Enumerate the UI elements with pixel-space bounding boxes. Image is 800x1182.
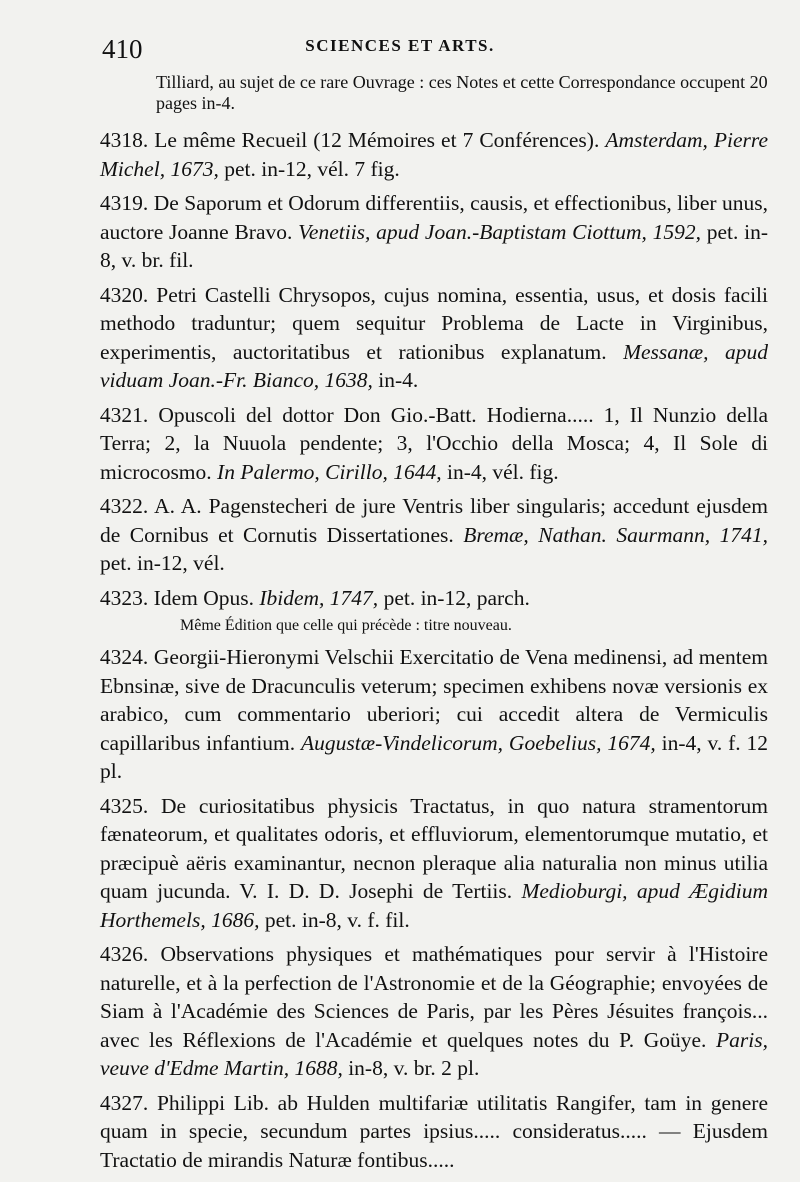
entry-number: 4324. xyxy=(99,645,149,669)
catalogue-entry xyxy=(100,792,768,935)
entry-title: De curiositatibus physicis Tractatus, in quo natura stramentorum fænateorum, et qualitates odoris, et effluviorum, elementorumque mutatio, et præcipuè aëris examinantur, necnon pleraque alia naturalia non minus utilia quam jucunda. V. I. D. D. Josephi de Tertiis. xyxy=(100,793,768,903)
catalogue-entry xyxy=(100,492,768,578)
entry-imprint: Paris, veuve d'Edme Martin, 1688, xyxy=(100,1027,768,1080)
entry-number: 4325. xyxy=(99,793,149,818)
entry-number: 4327. xyxy=(99,1090,149,1115)
entry-format: pet. in-12, parch. xyxy=(383,585,530,610)
entry-imprint: In Palermo, Cirillo, 1644, xyxy=(217,459,442,484)
catalogue-entry xyxy=(100,281,768,395)
catalogue-entry xyxy=(100,584,768,613)
page-number: 410 xyxy=(102,34,143,64)
catalogue-entry xyxy=(100,1089,768,1175)
entry-format: in-4. xyxy=(378,368,419,392)
catalogue-entries xyxy=(100,126,768,1174)
catalogue-entry xyxy=(100,126,768,183)
entry-imprint: Amsterdam, Pierre Michel, 1673, xyxy=(100,128,768,181)
catalogue-entry xyxy=(100,643,768,786)
entry-title: De Saporum et Odorum differentiis, causis, et effectionibus, liber unus, auctore Joanne Bravo. xyxy=(100,191,768,244)
entry-number: 4326. xyxy=(99,942,149,966)
entry-note: Même Édition que celle qui précède : titre nouveau. xyxy=(180,617,512,634)
entry-format: in-8, v. br. 2 pl. xyxy=(348,1056,480,1080)
entry-title: Observations physiques et mathématiques pour servir à l'Histoire naturelle, et à la perfection de l'Astronomie et de la Géographie; envoyées de Siam à l'Académie des Sciences de Paris, par les Pères Jésuites françois... avec les Réflexions de l'Académie et quelques notes du P. Goüye. xyxy=(100,942,768,1052)
entry-imprint: Augustæ-Vindelicorum, Goebelius, 1674, xyxy=(301,730,656,755)
entry-title: Le même Recueil (12 Mémoires et 7 Conférences). xyxy=(154,128,600,152)
entry-title: Idem Opus. xyxy=(153,585,254,610)
running-head: SCIENCES ET ARTS. xyxy=(305,36,495,55)
entry-imprint: Medioburgi, apud Ægidium Horthemels, 1686, xyxy=(100,879,769,932)
entry-format: pet. in-12, vél. 7 fig. xyxy=(224,156,400,181)
entry-format: pet. in-8, v. br. fil. xyxy=(100,219,769,272)
entry-imprint: Venetiis, apud Joan.-Baptistam Ciottum, 1592, xyxy=(298,219,701,244)
entry-imprint: Messanæ, apud viduam Joan.-Fr. Bianco, 1638, xyxy=(100,339,769,392)
entry-number: 4322. xyxy=(99,494,149,518)
entry-imprint: Bremæ, Nathan. Saurmann, 1741, xyxy=(463,522,768,547)
entry-number: 4321. xyxy=(99,402,149,427)
page-body xyxy=(100,66,768,1180)
entry-title: Georgii-Hieronymi Velschii Exercitatio de Vena medinensi, ad mentem Ebnsinæ, sive de Dracunculis veterum; specimen exhibens novæ versionis ex arabico, cum commentario uberiori; cui accedit altera de Vermiculis capillaribus infantium. xyxy=(100,645,768,755)
entry-title: A. A. Pagenstecheri de jure Ventris liber singularis; accedunt ejusdem de Cornibus et Cornutis Dissertationes. xyxy=(100,494,768,547)
entry-title: Petri Castelli Chrysopos, cujus nomina, essentia, usus, et dosis facili methodo traduntur; quem sequitur Problema de Lacte in Virginibus, experimentis, auctoritatibus et rationibus explanatum. xyxy=(100,282,768,364)
page-header xyxy=(0,30,800,70)
entry-title: Opuscoli del dottor Don Gio.-Batt. Hodierna..... 1, Il Nunzio della Terra; 2, la Nuuola pendente; 3, l'Occhio della Mosca; 4, Il Sole di microcosmo. xyxy=(100,402,768,484)
entry-format: pet. in-12, vél. xyxy=(100,551,225,575)
entry-format: in-4, v. f. 12 pl. xyxy=(100,730,768,783)
catalogue-entry xyxy=(100,189,768,275)
entry-format: in-4, vél. fig. xyxy=(446,459,559,484)
catalogue-entry xyxy=(100,940,768,1083)
catalogue-entry xyxy=(100,401,768,487)
continuation-note: Tilliard, au sujet de ce rare Ouvrage : ces Notes et cette Correspondance occupent 20 pages in-4. xyxy=(156,72,768,113)
entry-number: 4320. xyxy=(99,282,149,307)
entry-title: Philippi Lib. ab Hulden multifariæ utilitatis Rangifer, tam in genere quam in specie, secundum partes ipsius..... consideratus..... — Ejusdem Tractatio de mirandis Naturæ fontibus..... xyxy=(100,1090,769,1172)
entry-number: 4318. xyxy=(99,128,149,152)
entry-imprint: Ibidem, 1747, xyxy=(259,585,379,610)
entry-number: 4323. xyxy=(99,585,149,610)
entry-number: 4319. xyxy=(99,191,149,215)
entry-format: pet. in-8, v. f. fil. xyxy=(264,907,410,932)
